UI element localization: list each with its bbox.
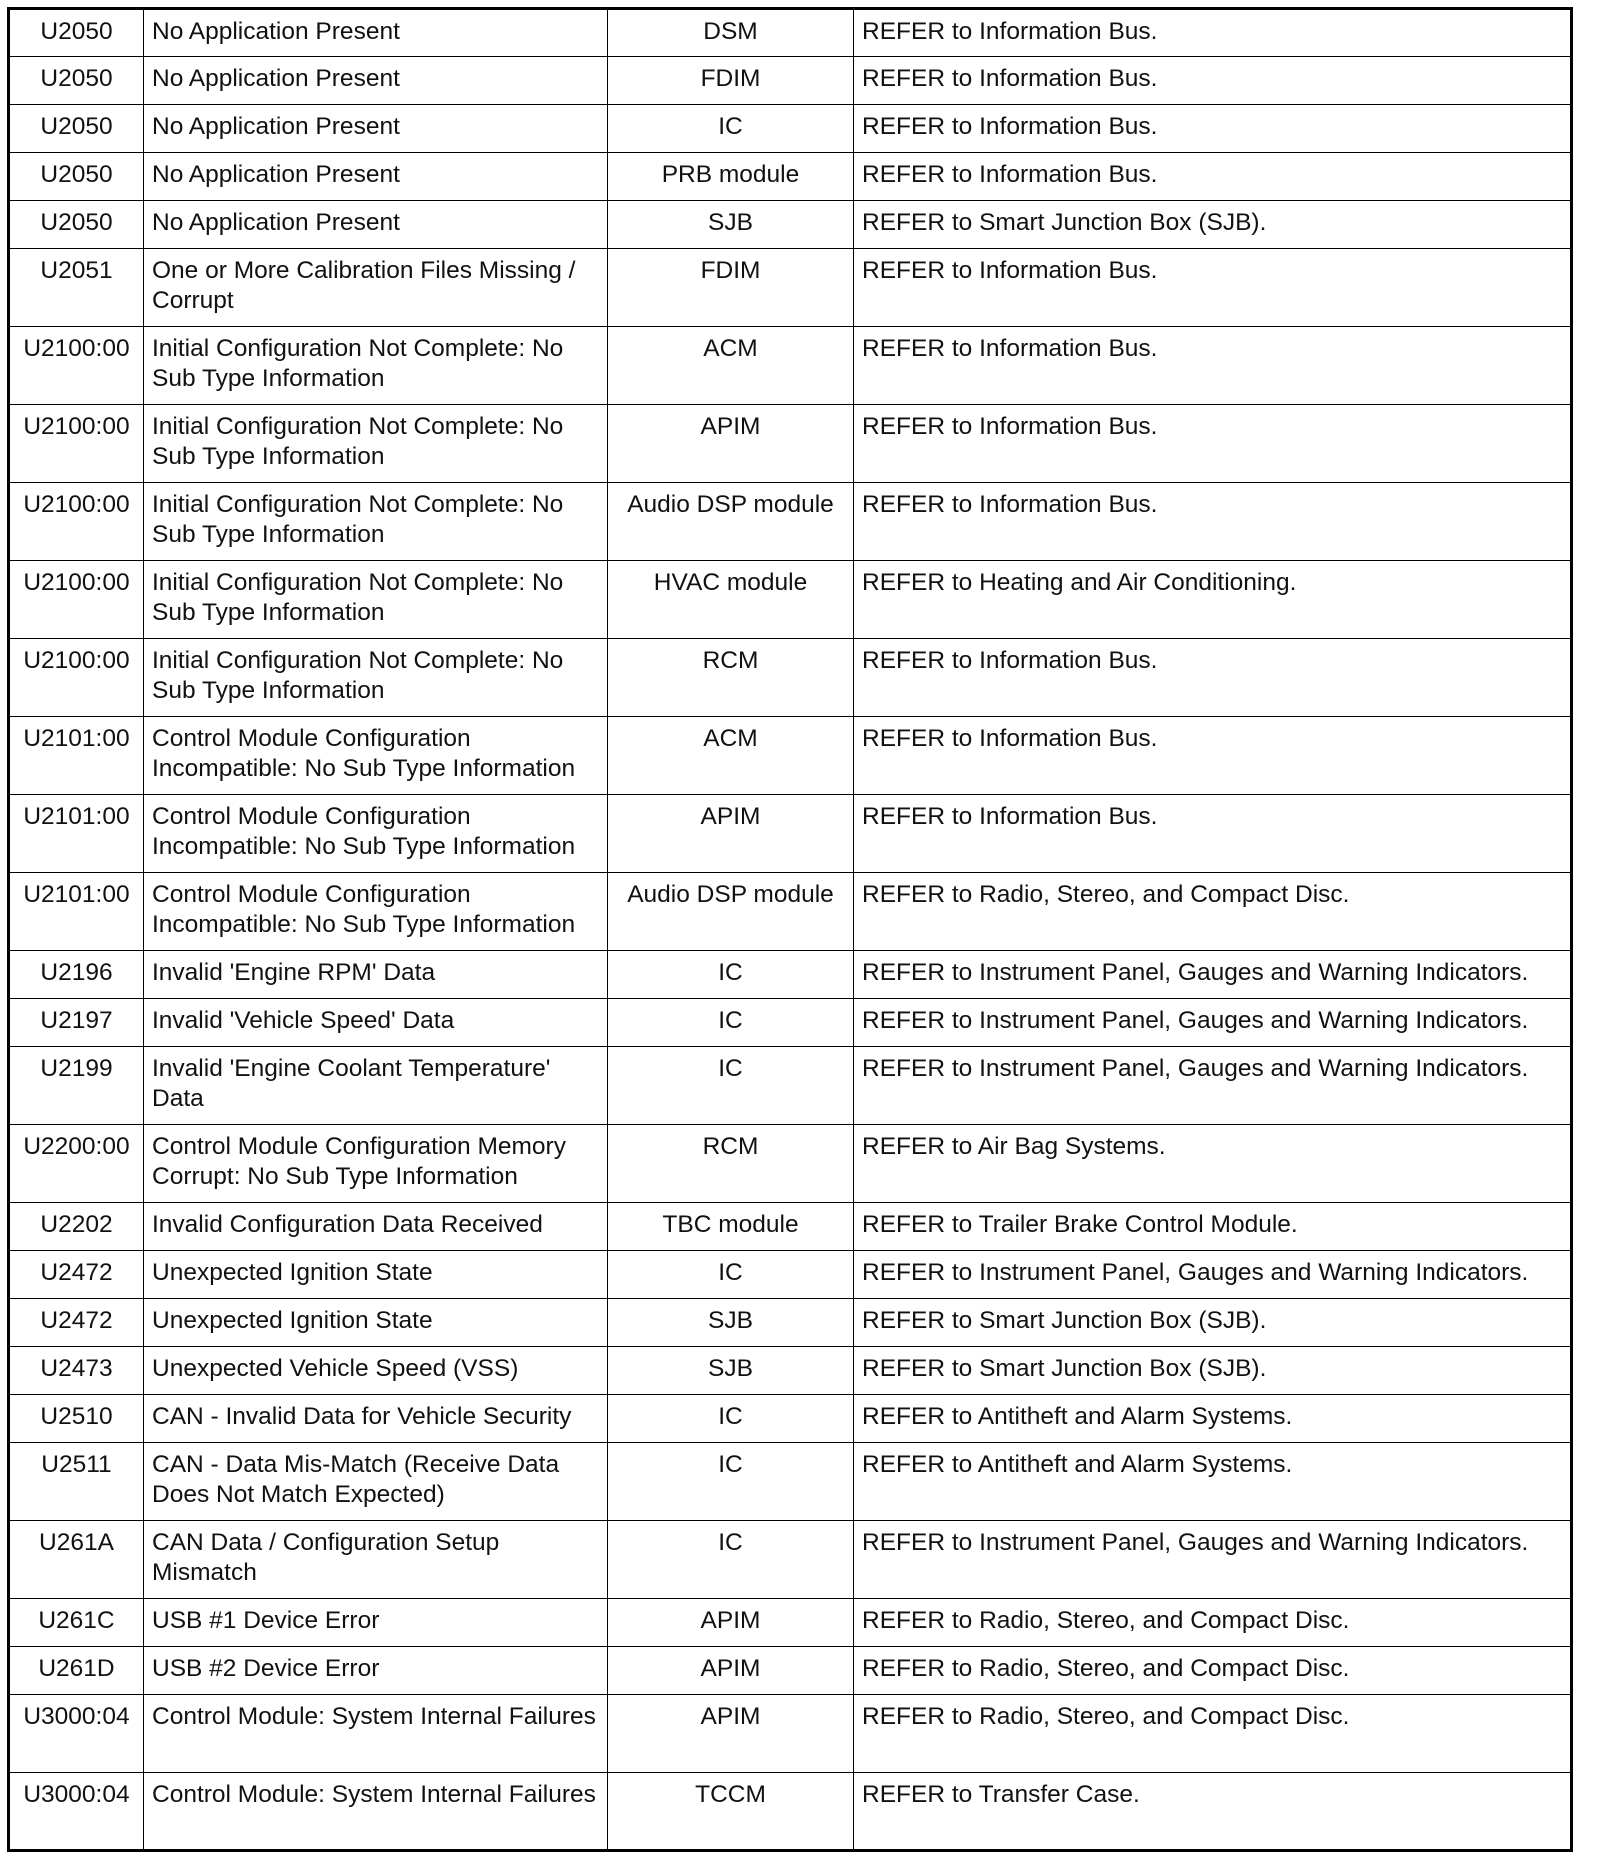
action-cell: REFER to Smart Junction Box (SJB). — [854, 201, 1572, 249]
module-cell: SJB — [608, 1299, 854, 1347]
table-row — [9, 561, 1572, 639]
table-row — [9, 153, 1572, 201]
table-row — [9, 1647, 1572, 1695]
description-cell: CAN - Invalid Data for Vehicle Security — [144, 1395, 608, 1443]
dtc-code-cell: U3000:04 — [9, 1773, 144, 1851]
module-cell: FDIM — [608, 249, 854, 327]
module-cell: FDIM — [608, 57, 854, 105]
action-cell: REFER to Trailer Brake Control Module. — [854, 1203, 1572, 1251]
dtc-code-cell: U2101:00 — [9, 795, 144, 873]
action-cell: REFER to Smart Junction Box (SJB). — [854, 1347, 1572, 1395]
description-cell: CAN - Data Mis-Match (Receive Data Does Not Match Expected) — [144, 1443, 608, 1521]
dtc-code-cell: U2196 — [9, 951, 144, 999]
action-cell: REFER to Information Bus. — [854, 483, 1572, 561]
dtc-code-cell: U261D — [9, 1647, 144, 1695]
module-cell: IC — [608, 999, 854, 1047]
dtc-code-cell: U3000:04 — [9, 1695, 144, 1773]
action-cell: REFER to Information Bus. — [854, 327, 1572, 405]
dtc-code-cell: U2101:00 — [9, 873, 144, 951]
description-cell: Invalid 'Engine RPM' Data — [144, 951, 608, 999]
table-row — [9, 57, 1572, 105]
module-cell: ACM — [608, 717, 854, 795]
module-cell: ACM — [608, 327, 854, 405]
description-cell: Control Module Configuration Incompatible: No Sub Type Information — [144, 873, 608, 951]
dtc-table-body — [9, 9, 1572, 1851]
dtc-code-cell: U2050 — [9, 105, 144, 153]
module-cell: APIM — [608, 1599, 854, 1647]
description-cell: Initial Configuration Not Complete: No Sub Type Information — [144, 405, 608, 483]
table-row — [9, 483, 1572, 561]
action-cell: REFER to Instrument Panel, Gauges and Warning Indicators. — [854, 951, 1572, 999]
action-cell: REFER to Radio, Stereo, and Compact Disc. — [854, 873, 1572, 951]
description-cell: Control Module Configuration Incompatible: No Sub Type Information — [144, 717, 608, 795]
description-cell: Control Module: System Internal Failures — [144, 1695, 608, 1773]
action-cell: REFER to Radio, Stereo, and Compact Disc. — [854, 1647, 1572, 1695]
module-cell: IC — [608, 1443, 854, 1521]
table-row — [9, 249, 1572, 327]
table-row — [9, 873, 1572, 951]
module-cell: IC — [608, 1251, 854, 1299]
action-cell: REFER to Information Bus. — [854, 57, 1572, 105]
action-cell: REFER to Information Bus. — [854, 795, 1572, 873]
description-cell: Control Module Configuration Memory Corrupt: No Sub Type Information — [144, 1125, 608, 1203]
description-cell: Control Module Configuration Incompatible: No Sub Type Information — [144, 795, 608, 873]
action-cell: REFER to Instrument Panel, Gauges and Warning Indicators. — [854, 999, 1572, 1047]
description-cell: Invalid Configuration Data Received — [144, 1203, 608, 1251]
description-cell: Unexpected Ignition State — [144, 1251, 608, 1299]
description-cell: No Application Present — [144, 153, 608, 201]
action-cell: REFER to Information Bus. — [854, 9, 1572, 57]
table-row — [9, 639, 1572, 717]
dtc-code-cell: U2100:00 — [9, 327, 144, 405]
description-cell: No Application Present — [144, 105, 608, 153]
action-cell: REFER to Information Bus. — [854, 153, 1572, 201]
dtc-code-cell: U2050 — [9, 57, 144, 105]
description-cell: Initial Configuration Not Complete: No Sub Type Information — [144, 327, 608, 405]
table-row — [9, 1773, 1572, 1851]
module-cell: RCM — [608, 639, 854, 717]
table-row — [9, 999, 1572, 1047]
module-cell: IC — [608, 951, 854, 999]
table-row — [9, 1299, 1572, 1347]
module-cell: APIM — [608, 1647, 854, 1695]
module-cell: IC — [608, 1395, 854, 1443]
dtc-code-cell: U2050 — [9, 153, 144, 201]
action-cell: REFER to Antitheft and Alarm Systems. — [854, 1395, 1572, 1443]
module-cell: DSM — [608, 9, 854, 57]
module-cell: PRB module — [608, 153, 854, 201]
dtc-code-cell: U2051 — [9, 249, 144, 327]
description-cell: Invalid 'Engine Coolant Temperature' Data — [144, 1047, 608, 1125]
action-cell: REFER to Information Bus. — [854, 639, 1572, 717]
description-cell: USB #1 Device Error — [144, 1599, 608, 1647]
module-cell: RCM — [608, 1125, 854, 1203]
dtc-code-cell: U261C — [9, 1599, 144, 1647]
table-row — [9, 951, 1572, 999]
table-row — [9, 1521, 1572, 1599]
description-cell: CAN Data / Configuration Setup Mismatch — [144, 1521, 608, 1599]
description-cell: No Application Present — [144, 57, 608, 105]
dtc-code-cell: U2101:00 — [9, 717, 144, 795]
dtc-code-cell: U2473 — [9, 1347, 144, 1395]
table-row — [9, 1251, 1572, 1299]
table-row — [9, 1395, 1572, 1443]
dtc-code-cell: U261A — [9, 1521, 144, 1599]
module-cell: TCCM — [608, 1773, 854, 1851]
description-cell: USB #2 Device Error — [144, 1647, 608, 1695]
dtc-table — [7, 7, 1573, 1852]
description-cell: No Application Present — [144, 201, 608, 249]
table-row — [9, 1695, 1572, 1773]
module-cell: APIM — [608, 405, 854, 483]
table-row — [9, 405, 1572, 483]
action-cell: REFER to Heating and Air Conditioning. — [854, 561, 1572, 639]
dtc-code-cell: U2199 — [9, 1047, 144, 1125]
action-cell: REFER to Instrument Panel, Gauges and Warning Indicators. — [854, 1521, 1572, 1599]
dtc-code-cell: U2197 — [9, 999, 144, 1047]
description-cell: Control Module: System Internal Failures — [144, 1773, 608, 1851]
table-row — [9, 105, 1572, 153]
description-cell: No Application Present — [144, 9, 608, 57]
action-cell: REFER to Radio, Stereo, and Compact Disc. — [854, 1599, 1572, 1647]
table-row — [9, 1203, 1572, 1251]
dtc-code-cell: U2050 — [9, 201, 144, 249]
description-cell: One or More Calibration Files Missing / Corrupt — [144, 249, 608, 327]
table-row — [9, 795, 1572, 873]
dtc-code-cell: U2100:00 — [9, 561, 144, 639]
description-cell: Initial Configuration Not Complete: No Sub Type Information — [144, 561, 608, 639]
dtc-code-cell: U2100:00 — [9, 483, 144, 561]
action-cell: REFER to Antitheft and Alarm Systems. — [854, 1443, 1572, 1521]
action-cell: REFER to Smart Junction Box (SJB). — [854, 1299, 1572, 1347]
module-cell: TBC module — [608, 1203, 854, 1251]
action-cell: REFER to Transfer Case. — [854, 1773, 1572, 1851]
table-row — [9, 1347, 1572, 1395]
description-cell: Initial Configuration Not Complete: No Sub Type Information — [144, 483, 608, 561]
table-row — [9, 327, 1572, 405]
dtc-code-cell: U2100:00 — [9, 405, 144, 483]
dtc-code-cell: U2100:00 — [9, 639, 144, 717]
dtc-code-cell: U2202 — [9, 1203, 144, 1251]
module-cell: SJB — [608, 1347, 854, 1395]
dtc-code-cell: U2200:00 — [9, 1125, 144, 1203]
table-row — [9, 201, 1572, 249]
action-cell: REFER to Information Bus. — [854, 717, 1572, 795]
table-row — [9, 1599, 1572, 1647]
module-cell: SJB — [608, 201, 854, 249]
dtc-code-cell: U2511 — [9, 1443, 144, 1521]
dtc-code-cell: U2472 — [9, 1299, 144, 1347]
module-cell: APIM — [608, 795, 854, 873]
action-cell: REFER to Information Bus. — [854, 405, 1572, 483]
description-cell: Unexpected Ignition State — [144, 1299, 608, 1347]
action-cell: REFER to Radio, Stereo, and Compact Disc. — [854, 1695, 1572, 1773]
action-cell: REFER to Information Bus. — [854, 105, 1572, 153]
action-cell: REFER to Instrument Panel, Gauges and Warning Indicators. — [854, 1251, 1572, 1299]
dtc-code-cell: U2510 — [9, 1395, 144, 1443]
description-cell: Unexpected Vehicle Speed (VSS) — [144, 1347, 608, 1395]
table-row — [9, 717, 1572, 795]
module-cell: HVAC module — [608, 561, 854, 639]
table-row — [9, 9, 1572, 57]
description-cell: Initial Configuration Not Complete: No Sub Type Information — [144, 639, 608, 717]
action-cell: REFER to Information Bus. — [854, 249, 1572, 327]
description-cell: Invalid 'Vehicle Speed' Data — [144, 999, 608, 1047]
module-cell: APIM — [608, 1695, 854, 1773]
table-row — [9, 1047, 1572, 1125]
action-cell: REFER to Air Bag Systems. — [854, 1125, 1572, 1203]
module-cell: IC — [608, 105, 854, 153]
table-row — [9, 1443, 1572, 1521]
module-cell: Audio DSP module — [608, 483, 854, 561]
action-cell: REFER to Instrument Panel, Gauges and Warning Indicators. — [854, 1047, 1572, 1125]
module-cell: IC — [608, 1047, 854, 1125]
module-cell: IC — [608, 1521, 854, 1599]
table-row — [9, 1125, 1572, 1203]
dtc-code-cell: U2050 — [9, 9, 144, 57]
dtc-code-cell: U2472 — [9, 1251, 144, 1299]
module-cell: Audio DSP module — [608, 873, 854, 951]
